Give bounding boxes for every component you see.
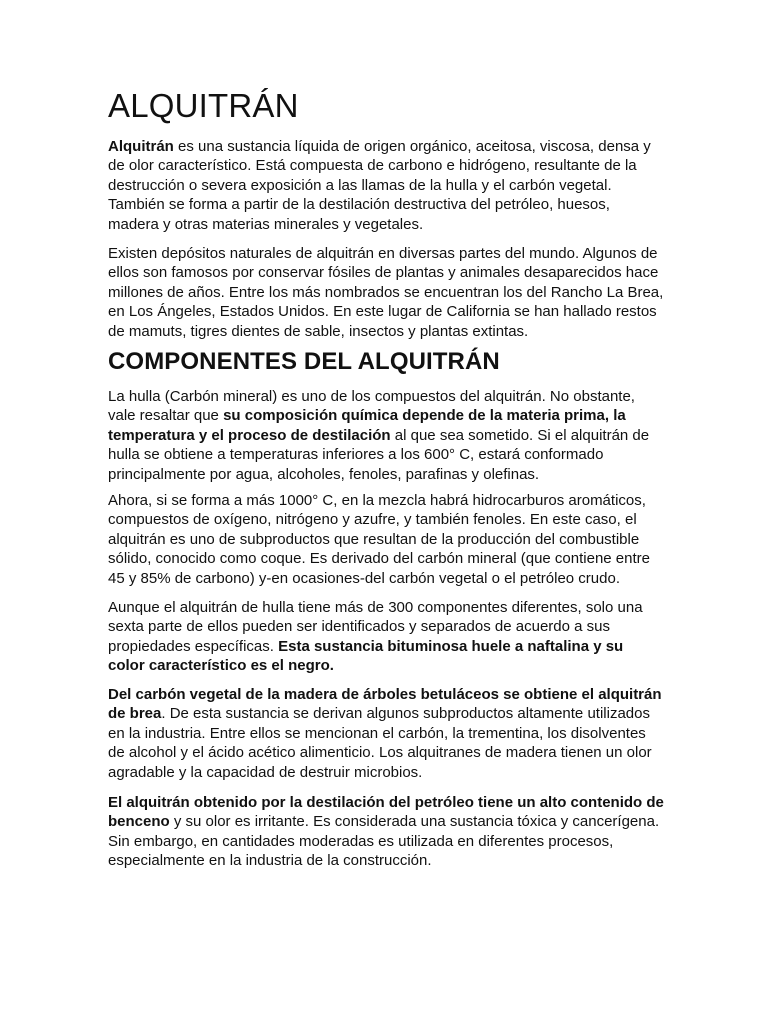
paragraph-deposits: Existen depósitos naturales de alquitrán en diversas partes del mundo. Algunos de ellos son famosos por conservar fósiles de plantas y animales desaparecidos hace millones de años. Entre los más nombrados se encuentran los del Rancho La Brea, en Los Ángeles, Estados Unidos. En este lugar de California se han hallado restos de mamuts, tigres dientes de sable, insectos y plantas extintas.: [108, 245, 664, 340]
bold-term: Alquitrán: [108, 138, 174, 155]
bold-text: Del carbón vegetal de la madera de árboles betuláceos se obtiene el alquitrán de brea: [108, 686, 662, 723]
paragraph-text: . De esta sustancia se derivan algunos subproductos altamente utilizados en la industria. Entre ellos se mencionan el carbón, la trementina, los disolventes de alcohol y el ácido acético alimenticio. Los alquitranes de madera tienen un olor agradable y la capacidad de destruir microbios.: [108, 705, 652, 781]
bold-text: El alquitrán obtenido por la destilación del petróleo tiene un alto contenido de benceno: [108, 794, 664, 831]
bold-text: su composición química depende de la materia prima, la temperatura y el proceso de destilación: [108, 407, 626, 444]
section-heading-componentes: COMPONENTES DEL ALQUITRÁN: [108, 348, 500, 375]
paragraph-petroleo: [108, 793, 664, 871]
bold-text: Esta sustancia bituminosa huele a naftalina y su color característico es el negro.: [108, 637, 624, 675]
paragraph-componentes: [108, 598, 664, 676]
paragraph-brea: [108, 685, 664, 782]
paragraph-text: es una sustancia líquida de origen orgánico, aceitosa, viscosa, densa y de olor característico. Está compuesta de carbono e hidrógeno, resultante de la destrucción o severa exposición a las llamas de la hulla y el carbón vegetal. También se forma a partir de la destilación destructiva del petróleo, huesos, madera y otras materias minerales y vegetales.: [108, 138, 651, 233]
page-title: ALQUITRÁN: [108, 87, 299, 124]
paragraph-coque: Ahora, si se forma a más 1000° C, en la mezcla habrá hidrocarburos aromáticos, compuestos de oxígeno, nitrógeno y azufre, y también fenoles. En este caso, el alquitrán es uno de subproductos que resultan de la producción del combustible sólido, conocido como coque. Es derivado del carbón mineral (que contiene entre 45 y 85% de carbono) y-en ocasiones-del carbón vegetal o el petróleo crudo.: [108, 492, 650, 587]
paragraph-text: La hulla (Carbón mineral) es uno de los compuestos del alquitrán. No obstante, vale resaltar que: [108, 388, 635, 425]
paragraph-hulla: [108, 387, 664, 484]
paragraph-text: y su olor es irritante. Es considerada una sustancia tóxica y cancerígena. Sin embargo, en cantidades moderadas es utilizada en diferentes procesos, especialmente en la industria de la construcción.: [108, 813, 660, 870]
paragraph-text: Aunque el alquitrán de hulla tiene más de 300 componentes diferentes, solo una sexta parte de ellos pueden ser identificados y separados de acuerdo a sus propiedades específicas.: [108, 599, 643, 655]
paragraph-definition: [108, 137, 664, 234]
paragraph-text: al que sea sometido. Si el alquitrán de hulla se obtiene a temperaturas inferiores a los 600° C, estará conformado principalmente por agua, alcoholes, fenoles, parafinas y olefinas.: [108, 426, 650, 483]
